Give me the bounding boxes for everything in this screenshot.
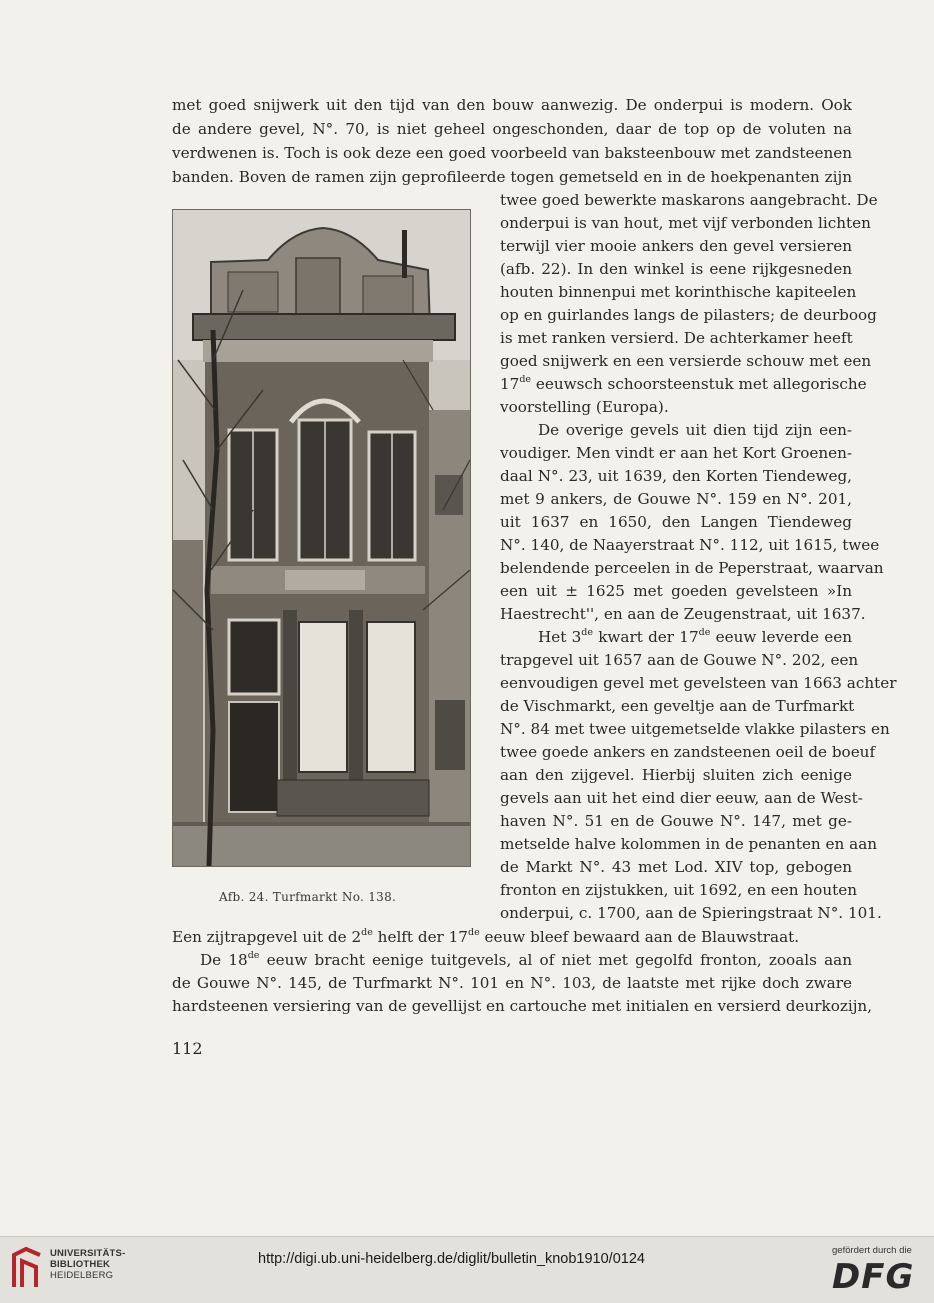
text-line: hardsteenen versiering van de gevellijst en cartouche met initialen en versierd deurkozijn, bbox=[172, 997, 873, 1015]
text-line: Een zijtrapgevel uit de 2de helft der 17de eeuw bleef bewaard aan de Blauwstraat. bbox=[172, 926, 800, 946]
text-line: Het 3de kwart der 17de eeuw leverde een bbox=[538, 626, 852, 646]
facade-photograph bbox=[172, 209, 471, 867]
university-name bbox=[50, 1248, 125, 1281]
text-line: belendende perceelen in de Peperstraat, waarvan bbox=[500, 559, 884, 577]
text-line: (afb. 22). In den winkel is eene rijkgesneden bbox=[500, 260, 852, 278]
text-line: uit 1637 en 1650, den Langen Tiendeweg bbox=[500, 513, 852, 531]
text-line: voudiger. Men vindt er aan het Kort Groenen- bbox=[500, 444, 853, 462]
text-line: daal N°. 23, uit 1639, den Korten Tiendeweg, bbox=[500, 467, 852, 485]
text-line: gevels aan uit het eind dier eeuw, aan de West- bbox=[500, 789, 863, 807]
university-logo-icon bbox=[10, 1247, 44, 1296]
text-line: De 18de eeuw bracht eenige tuitgevels, al of niet met gegolfd fronton, zooals aan bbox=[200, 949, 852, 969]
funded-by-label: gefördert durch die bbox=[832, 1245, 912, 1256]
viewer-footer bbox=[0, 1236, 934, 1303]
text-line: 17de eeuwsch schoorsteenstuk met allegorische bbox=[500, 373, 867, 393]
text-line: de Gouwe N°. 145, de Turfmarkt N°. 101 en N°. 103, de laatste met rijke doch zware bbox=[172, 974, 852, 992]
text-line: twee goed bewerkte maskarons aangebracht. De bbox=[500, 191, 878, 209]
text-line: haven N°. 51 en de Gouwe N°. 147, met ge- bbox=[500, 812, 852, 830]
document-url-link[interactable]: http://digi.ub.uni-heidelberg.de/diglit/bulletin_knob1910/0124 bbox=[258, 1251, 645, 1267]
text-line: N°. 84 met twee uitgemetselde vlakke pilasters en bbox=[500, 720, 890, 738]
university-line: UNIVERSITÄTS- bbox=[50, 1248, 126, 1259]
text-line: De overige gevels uit dien tijd zijn een- bbox=[538, 421, 852, 439]
figure-caption: Afb. 24. Turfmarkt No. 138. bbox=[219, 890, 397, 904]
text-line: een uit ± 1625 met goeden gevelsteen »In bbox=[500, 582, 852, 600]
text-line: aan den zijgevel. Hierbij sluiten zich eenige bbox=[500, 766, 852, 784]
text-line: fronton en zijstukken, uit 1692, en een houten bbox=[500, 881, 857, 899]
text-line: goed snijwerk en een versierde schouw met een bbox=[500, 352, 872, 370]
university-line: BIBLIOTHEK bbox=[50, 1259, 111, 1270]
text-line: met goed snijwerk uit den tijd van den bouw aanwezig. De onderpui is modern. Ook bbox=[172, 96, 852, 114]
text-line: de andere gevel, N°. 70, is niet geheel ongeschonden, daar de top op de voluten na bbox=[172, 120, 852, 138]
text-line: met 9 ankers, de Gouwe N°. 159 en N°. 201, bbox=[500, 490, 852, 508]
page-number: 112 bbox=[172, 1039, 203, 1058]
text-line: de Vischmarkt, een geveltje aan de Turfmarkt bbox=[500, 697, 855, 715]
text-line: eenvoudigen gevel met gevelsteen van 1663 achter bbox=[500, 674, 897, 692]
text-line: verdwenen is. Toch is ook deze een goed voorbeeld van baksteenbouw met zandsteenen bbox=[172, 144, 852, 162]
text-line: trapgevel uit 1657 aan de Gouwe N°. 202, een bbox=[500, 651, 859, 669]
facade-illustration bbox=[173, 210, 470, 866]
text-line: is met ranken versierd. De achterkamer heeft bbox=[500, 329, 853, 347]
text-line: onderpui is van hout, met vijf verbonden lichten bbox=[500, 214, 871, 232]
text-line: N°. 140, de Naayerstraat N°. 112, uit 1615, twee bbox=[500, 536, 880, 554]
text-line: metselde halve kolommen in de penanten en aan bbox=[500, 835, 878, 853]
text-line: op en guirlandes langs de pilasters; de deurboog bbox=[500, 306, 877, 324]
dfg-logo: DFG bbox=[832, 1257, 915, 1297]
text-line: banden. Boven de ramen zijn geprofileerde togen gemetseld en in de hoekpenanten zijn bbox=[172, 168, 852, 186]
university-line: HEIDELBERG bbox=[50, 1270, 114, 1281]
text-line: terwijl vier mooie ankers den gevel versieren bbox=[500, 237, 852, 255]
text-line: houten binnenpui met korinthische kapiteelen bbox=[500, 283, 857, 301]
text-line: twee goede ankers en zandsteenen oeil de boeuf bbox=[500, 743, 876, 761]
text-line: onderpui, c. 1700, aan de Spieringstraat N°. 101. bbox=[500, 904, 882, 922]
text-line: Haestrecht'', en aan de Zeugenstraat, uit 1637. bbox=[500, 605, 866, 623]
text-line: de Markt N°. 43 met Lod. XIV top, gebogen bbox=[500, 858, 852, 876]
text-line: voorstelling (Europa). bbox=[500, 398, 669, 416]
